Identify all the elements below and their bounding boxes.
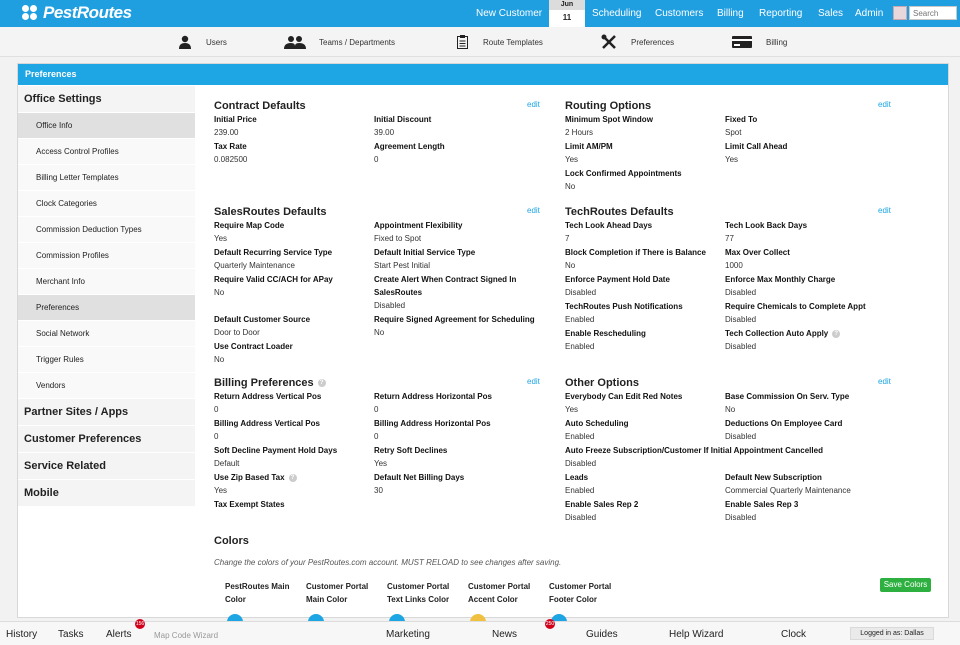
- field-label: Initial Discount: [374, 115, 432, 124]
- field-label: Soft Decline Payment Hold Days: [214, 446, 338, 455]
- field-value: No: [214, 355, 225, 364]
- field-label: Minimum Spot Window: [565, 115, 653, 124]
- field-label: Require Signed Agreement for Scheduling: [374, 315, 535, 324]
- field-label: Initial Price: [214, 115, 257, 124]
- field-value: Door to Door: [214, 328, 260, 337]
- field-label: Enable Sales Rep 3: [725, 500, 799, 509]
- field-tax-rate: [214, 140, 379, 166]
- field-label: Require Valid CC/ACH for APay: [214, 275, 333, 284]
- field-label: Lock Confirmed Appointments: [565, 169, 682, 178]
- field-block-completion-balance: [565, 246, 730, 272]
- field-require-signed-agreement: [374, 313, 549, 339]
- save-colors-button[interactable]: Save Colors: [880, 578, 931, 592]
- field-label: Limit AM/PM: [565, 142, 613, 151]
- field-label: Tax Exempt States: [214, 500, 285, 509]
- user-avatar-icon[interactable]: [893, 6, 907, 20]
- marketing-button[interactable]: Marketing: [386, 629, 430, 640]
- techroutes-defaults-title: TechRoutes Defaults: [565, 206, 674, 218]
- field-label: Retry Soft Declines: [374, 446, 448, 455]
- field-require-valid-cc-ach: [214, 273, 379, 299]
- guides-button[interactable]: Guides: [586, 629, 618, 640]
- field-max-over-collect: [725, 246, 890, 272]
- nav-scheduling[interactable]: Scheduling: [592, 8, 642, 19]
- field-label: Limit Call Ahead: [725, 142, 788, 151]
- tools-icon: [601, 34, 617, 50]
- field-value: Disabled: [565, 459, 597, 468]
- subnav-route-templates[interactable]: [457, 27, 543, 57]
- field-label: Use Zip Based Tax: [214, 473, 285, 482]
- other-options-title: Other Options: [565, 377, 639, 389]
- field-initial-price: [214, 113, 379, 139]
- field-value: No: [565, 182, 576, 191]
- color-label-portal-text-links: Customer Portal Text Links Color: [387, 582, 450, 604]
- field-tech-look-ahead-days: [565, 219, 730, 245]
- date-day: 11: [562, 13, 572, 22]
- field-enable-sales-rep-3: [725, 498, 890, 524]
- sidebar-item-social-network[interactable]: Social Network: [18, 321, 195, 347]
- salesroutes-edit-link[interactable]: edit: [527, 206, 540, 215]
- sidebar-item-preferences[interactable]: Preferences: [18, 295, 195, 321]
- field-label: Enforce Max Monthly Charge: [725, 275, 836, 284]
- field-value: Default: [214, 459, 240, 468]
- field-label: Fixed To: [725, 115, 758, 124]
- techroutes-defaults-section: [565, 206, 895, 356]
- field-value: 0: [374, 432, 379, 441]
- field-value: Yes: [725, 155, 739, 164]
- field-value: 0.082500: [214, 155, 248, 164]
- field-limit-call-ahead: [725, 140, 890, 166]
- contract-defaults-title: Contract Defaults: [214, 100, 306, 112]
- field-minimum-spot-window: [565, 113, 730, 139]
- field-label: Create Alert When Contract Signed In SalesRoutes: [374, 275, 517, 297]
- field-label: Require Chemicals to Complete Appt: [725, 302, 866, 311]
- bottom-toolbar: [0, 621, 960, 645]
- nav-billing[interactable]: Billing: [717, 8, 744, 19]
- sidebar-item-clock-categories[interactable]: Clock Categories: [18, 191, 195, 217]
- contract-edit-link[interactable]: edit: [527, 100, 540, 109]
- field-label: Default Customer Source: [214, 315, 311, 324]
- nav-customers[interactable]: Customers: [655, 8, 704, 19]
- clipboard-icon: [457, 35, 468, 49]
- field-value: 1000: [725, 261, 743, 270]
- field-value: 7: [565, 234, 570, 243]
- field-value: No: [374, 328, 385, 337]
- clock-button[interactable]: Clock: [781, 629, 807, 640]
- sidebar-item-vendors[interactable]: Vendors: [18, 373, 195, 399]
- color-label-portal-footer: Customer Portal Footer Color: [549, 582, 612, 604]
- logged-in-status: Logged in as: Dallas: [850, 627, 934, 640]
- field-label: Tech Look Back Days: [725, 221, 808, 230]
- help-icon[interactable]: ?: [289, 474, 297, 482]
- nav-admin[interactable]: Admin: [855, 8, 884, 19]
- field-label: Leads: [565, 473, 589, 482]
- routing-options-section: [565, 100, 895, 200]
- billing-preferences-section: [214, 377, 544, 517]
- field-create-alert-contract-signed: [374, 273, 544, 312]
- field-value: No: [565, 261, 576, 270]
- preferences-panel: [17, 63, 949, 618]
- map-code-wizard-button[interactable]: Map Code Wizard: [154, 631, 219, 640]
- date-widget[interactable]: [549, 0, 585, 27]
- field-value: Start Pest Initial: [374, 261, 431, 270]
- subnav-billing-label: Billing: [766, 37, 788, 47]
- field-label: TechRoutes Push Notifications: [565, 302, 683, 311]
- field-label: Default New Subscription: [725, 473, 822, 482]
- help-icon[interactable]: ?: [318, 379, 326, 387]
- team-icon: [284, 35, 306, 49]
- field-auto-scheduling: [565, 417, 730, 443]
- sidebar-customer-preferences[interactable]: Customer Preferences: [18, 426, 195, 453]
- field-label: Enable Sales Rep 2: [565, 500, 639, 509]
- help-wizard-button[interactable]: Help Wizard: [669, 629, 724, 640]
- field-value: Disabled: [725, 432, 757, 441]
- routing-options-title: Routing Options: [565, 100, 652, 112]
- field-use-zip-based-tax: [214, 471, 379, 497]
- field-default-recurring-service-type: [214, 246, 379, 272]
- sidebar-item-office-info[interactable]: Office Info: [18, 113, 195, 139]
- field-value: Spot: [725, 128, 742, 137]
- field-auto-freeze-subscription: [565, 444, 895, 470]
- field-label: Default Initial Service Type: [374, 248, 476, 257]
- sidebar-item-commission-profiles[interactable]: Commission Profiles: [18, 243, 195, 269]
- user-icon: [178, 35, 192, 49]
- field-soft-decline-payment-hold-days: [214, 444, 379, 470]
- contract-defaults-section: [214, 100, 544, 180]
- field-default-net-billing-days: [374, 471, 539, 497]
- tasks-button[interactable]: Tasks: [58, 629, 84, 640]
- field-label: Tax Rate: [214, 142, 247, 151]
- field-retry-soft-declines: [374, 444, 539, 470]
- field-value: Disabled: [565, 513, 597, 522]
- color-label-portal-accent: Customer Portal Accent Color: [468, 582, 531, 604]
- field-label: Enable Rescheduling: [565, 329, 646, 338]
- field-value: 0: [374, 405, 379, 414]
- history-button[interactable]: History: [6, 629, 38, 640]
- field-value: Yes: [374, 459, 388, 468]
- sidebar-mobile[interactable]: Mobile: [18, 480, 195, 507]
- field-label: Everybody Can Edit Red Notes: [565, 392, 683, 401]
- field-billing-address-vertical-pos: [214, 417, 379, 443]
- field-initial-discount: [374, 113, 539, 139]
- top-navigation-bar: [0, 0, 960, 27]
- field-fixed-to: [725, 113, 890, 139]
- subnav-preferences[interactable]: [601, 27, 674, 57]
- field-label: Default Net Billing Days: [374, 473, 465, 482]
- field-enable-rescheduling: [565, 327, 730, 353]
- field-require-map-code: [214, 219, 379, 245]
- field-label: Tech Look Ahead Days: [565, 221, 653, 230]
- other-options-section: [565, 377, 895, 522]
- field-value: No: [725, 405, 736, 414]
- field-label: Billing Address Vertical Pos: [214, 419, 320, 428]
- field-return-address-vertical-pos: [214, 390, 379, 416]
- field-label: Billing Address Horizontal Pos: [374, 419, 491, 428]
- field-value: Yes: [565, 155, 579, 164]
- field-label: Auto Scheduling: [565, 419, 629, 428]
- field-value: 239.00: [214, 128, 239, 137]
- field-default-initial-service-type: [374, 246, 539, 272]
- field-enforce-payment-hold-date: [565, 273, 730, 299]
- field-deductions-employee-card: [725, 417, 890, 443]
- field-everybody-edit-red-notes: [565, 390, 730, 416]
- nav-reporting[interactable]: Reporting: [759, 8, 803, 19]
- subnav-users[interactable]: [178, 27, 227, 57]
- field-label: Tech Collection Auto Apply: [725, 329, 829, 338]
- field-value: Enabled: [565, 432, 595, 441]
- field-billing-address-horizontal-pos: [374, 417, 539, 443]
- field-tech-look-back-days: [725, 219, 890, 245]
- logo-icon: [22, 5, 38, 21]
- sidebar-service-related[interactable]: Service Related: [18, 453, 195, 480]
- credit-card-icon: [732, 35, 752, 49]
- field-value: No: [214, 288, 225, 297]
- field-value: 0: [214, 405, 219, 414]
- alerts-button[interactable]: Alerts: [106, 629, 132, 640]
- field-value: 30: [374, 486, 383, 495]
- field-value: Enabled: [565, 342, 595, 351]
- color-label-portal-main: Customer Portal Main Color: [306, 582, 369, 604]
- field-label: Require Map Code: [214, 221, 285, 230]
- field-leads: [565, 471, 730, 497]
- date-month: Jun: [549, 0, 585, 10]
- sidebar-partner-sites[interactable]: Partner Sites / Apps: [18, 399, 195, 426]
- colors-title: Colors: [214, 535, 249, 547]
- color-label-main: PestRoutes Main Color: [225, 582, 290, 604]
- other-edit-link[interactable]: edit: [878, 377, 891, 386]
- field-value: Fixed to Spot: [374, 234, 422, 243]
- field-value: Yes: [214, 486, 228, 495]
- field-label: Max Over Collect: [725, 248, 790, 257]
- news-button[interactable]: News: [492, 629, 518, 640]
- salesroutes-defaults-section: [214, 206, 544, 366]
- field-value: Disabled: [565, 288, 597, 297]
- field-default-customer-source: [214, 313, 379, 339]
- field-value: Disabled: [725, 513, 757, 522]
- pestroutes-logo[interactable]: [22, 4, 132, 22]
- billing-preferences-title: [214, 377, 326, 389]
- field-base-commission-serv-type: [725, 390, 890, 416]
- alerts-badge: 156: [135, 621, 145, 627]
- techroutes-edit-link[interactable]: edit: [878, 206, 891, 215]
- field-value: 77: [725, 234, 734, 243]
- sidebar-item-commission-deduction-types[interactable]: Commission Deduction Types: [18, 217, 195, 243]
- field-label: Agreement Length: [374, 142, 445, 151]
- field-use-contract-loader: [214, 340, 379, 366]
- field-value: Disabled: [374, 301, 406, 310]
- field-value: Disabled: [725, 342, 757, 351]
- field-value: 0: [374, 155, 379, 164]
- field-limit-am-pm: [565, 140, 730, 166]
- help-icon[interactable]: ?: [832, 330, 840, 338]
- field-agreement-length: [374, 140, 539, 166]
- subnav-users-label: Users: [206, 37, 227, 47]
- field-value: Enabled: [565, 486, 595, 495]
- field-default-new-subscription: [725, 471, 895, 497]
- field-tax-exempt-states: [214, 498, 379, 511]
- field-value: 39.00: [374, 128, 395, 137]
- subnav-route-templates-label: Route Templates: [483, 37, 543, 47]
- field-label: Default Recurring Service Type: [214, 248, 333, 257]
- salesroutes-defaults-title: SalesRoutes Defaults: [214, 206, 327, 218]
- field-require-chemicals: [725, 300, 900, 326]
- field-value: Quarterly Maintenance: [214, 261, 295, 270]
- field-return-address-horizontal-pos: [374, 390, 539, 416]
- field-enable-sales-rep-2: [565, 498, 730, 524]
- field-appointment-flexibility: [374, 219, 539, 245]
- field-label: Auto Freeze Subscription/Customer If Initial Appointment Cancelled: [565, 446, 823, 455]
- search-input[interactable]: [909, 6, 957, 20]
- subnav-preferences-label: Preferences: [631, 37, 675, 47]
- nav-sales[interactable]: Sales: [818, 8, 844, 19]
- admin-subnav: [0, 27, 960, 57]
- news-badge: 250: [545, 621, 555, 627]
- field-value: Yes: [214, 234, 228, 243]
- colors-note: Change the colors of your PestRoutes.com account. MUST RELOAD to see changes after saving.: [214, 558, 562, 567]
- sidebar-item-billing-letter-templates[interactable]: Billing Letter Templates: [18, 165, 195, 191]
- field-label: Appointment Flexibility: [374, 221, 463, 230]
- field-label: Block Completion if There is Balance: [565, 248, 706, 257]
- field-value: 0: [214, 432, 219, 441]
- field-tech-collection-auto-apply: [725, 327, 890, 353]
- field-techroutes-push-notifications: [565, 300, 730, 326]
- sidebar-office-settings[interactable]: Office Settings: [18, 86, 195, 113]
- field-value: Disabled: [725, 288, 757, 297]
- field-label: Return Address Vertical Pos: [214, 392, 322, 401]
- field-label: Use Contract Loader: [214, 342, 293, 351]
- field-enforce-max-monthly-charge: [725, 273, 890, 299]
- field-lock-confirmed-appointments: [565, 167, 730, 193]
- logo-text: PestRoutes: [43, 3, 132, 22]
- field-label: Base Commission On Serv. Type: [725, 392, 850, 401]
- new-customer-link[interactable]: New Customer: [476, 8, 543, 19]
- subnav-billing[interactable]: [732, 27, 787, 57]
- field-label: Return Address Horizontal Pos: [374, 392, 492, 401]
- subnav-teams[interactable]: [284, 27, 395, 57]
- routing-edit-link[interactable]: edit: [878, 100, 891, 109]
- field-value: Disabled: [725, 315, 757, 324]
- field-value: Yes: [565, 405, 579, 414]
- field-label: Enforce Payment Hold Date: [565, 275, 670, 284]
- settings-sidebar: [18, 86, 195, 507]
- panel-title: Preferences: [18, 64, 948, 85]
- field-label: Deductions On Employee Card: [725, 419, 843, 428]
- billing-edit-link[interactable]: edit: [527, 377, 540, 386]
- field-value: 2 Hours: [565, 128, 594, 137]
- field-value: Enabled: [565, 315, 595, 324]
- subnav-teams-label: Teams / Departments: [319, 37, 396, 47]
- sidebar-item-access-control-profiles[interactable]: Access Control Profiles: [18, 139, 195, 165]
- field-value: Commercial Quarterly Maintenance: [725, 486, 851, 495]
- billing-preferences-title-text: Billing Preferences: [214, 377, 314, 389]
- sidebar-item-trigger-rules[interactable]: Trigger Rules: [18, 347, 195, 373]
- sidebar-item-merchant-info[interactable]: Merchant Info: [18, 269, 195, 295]
